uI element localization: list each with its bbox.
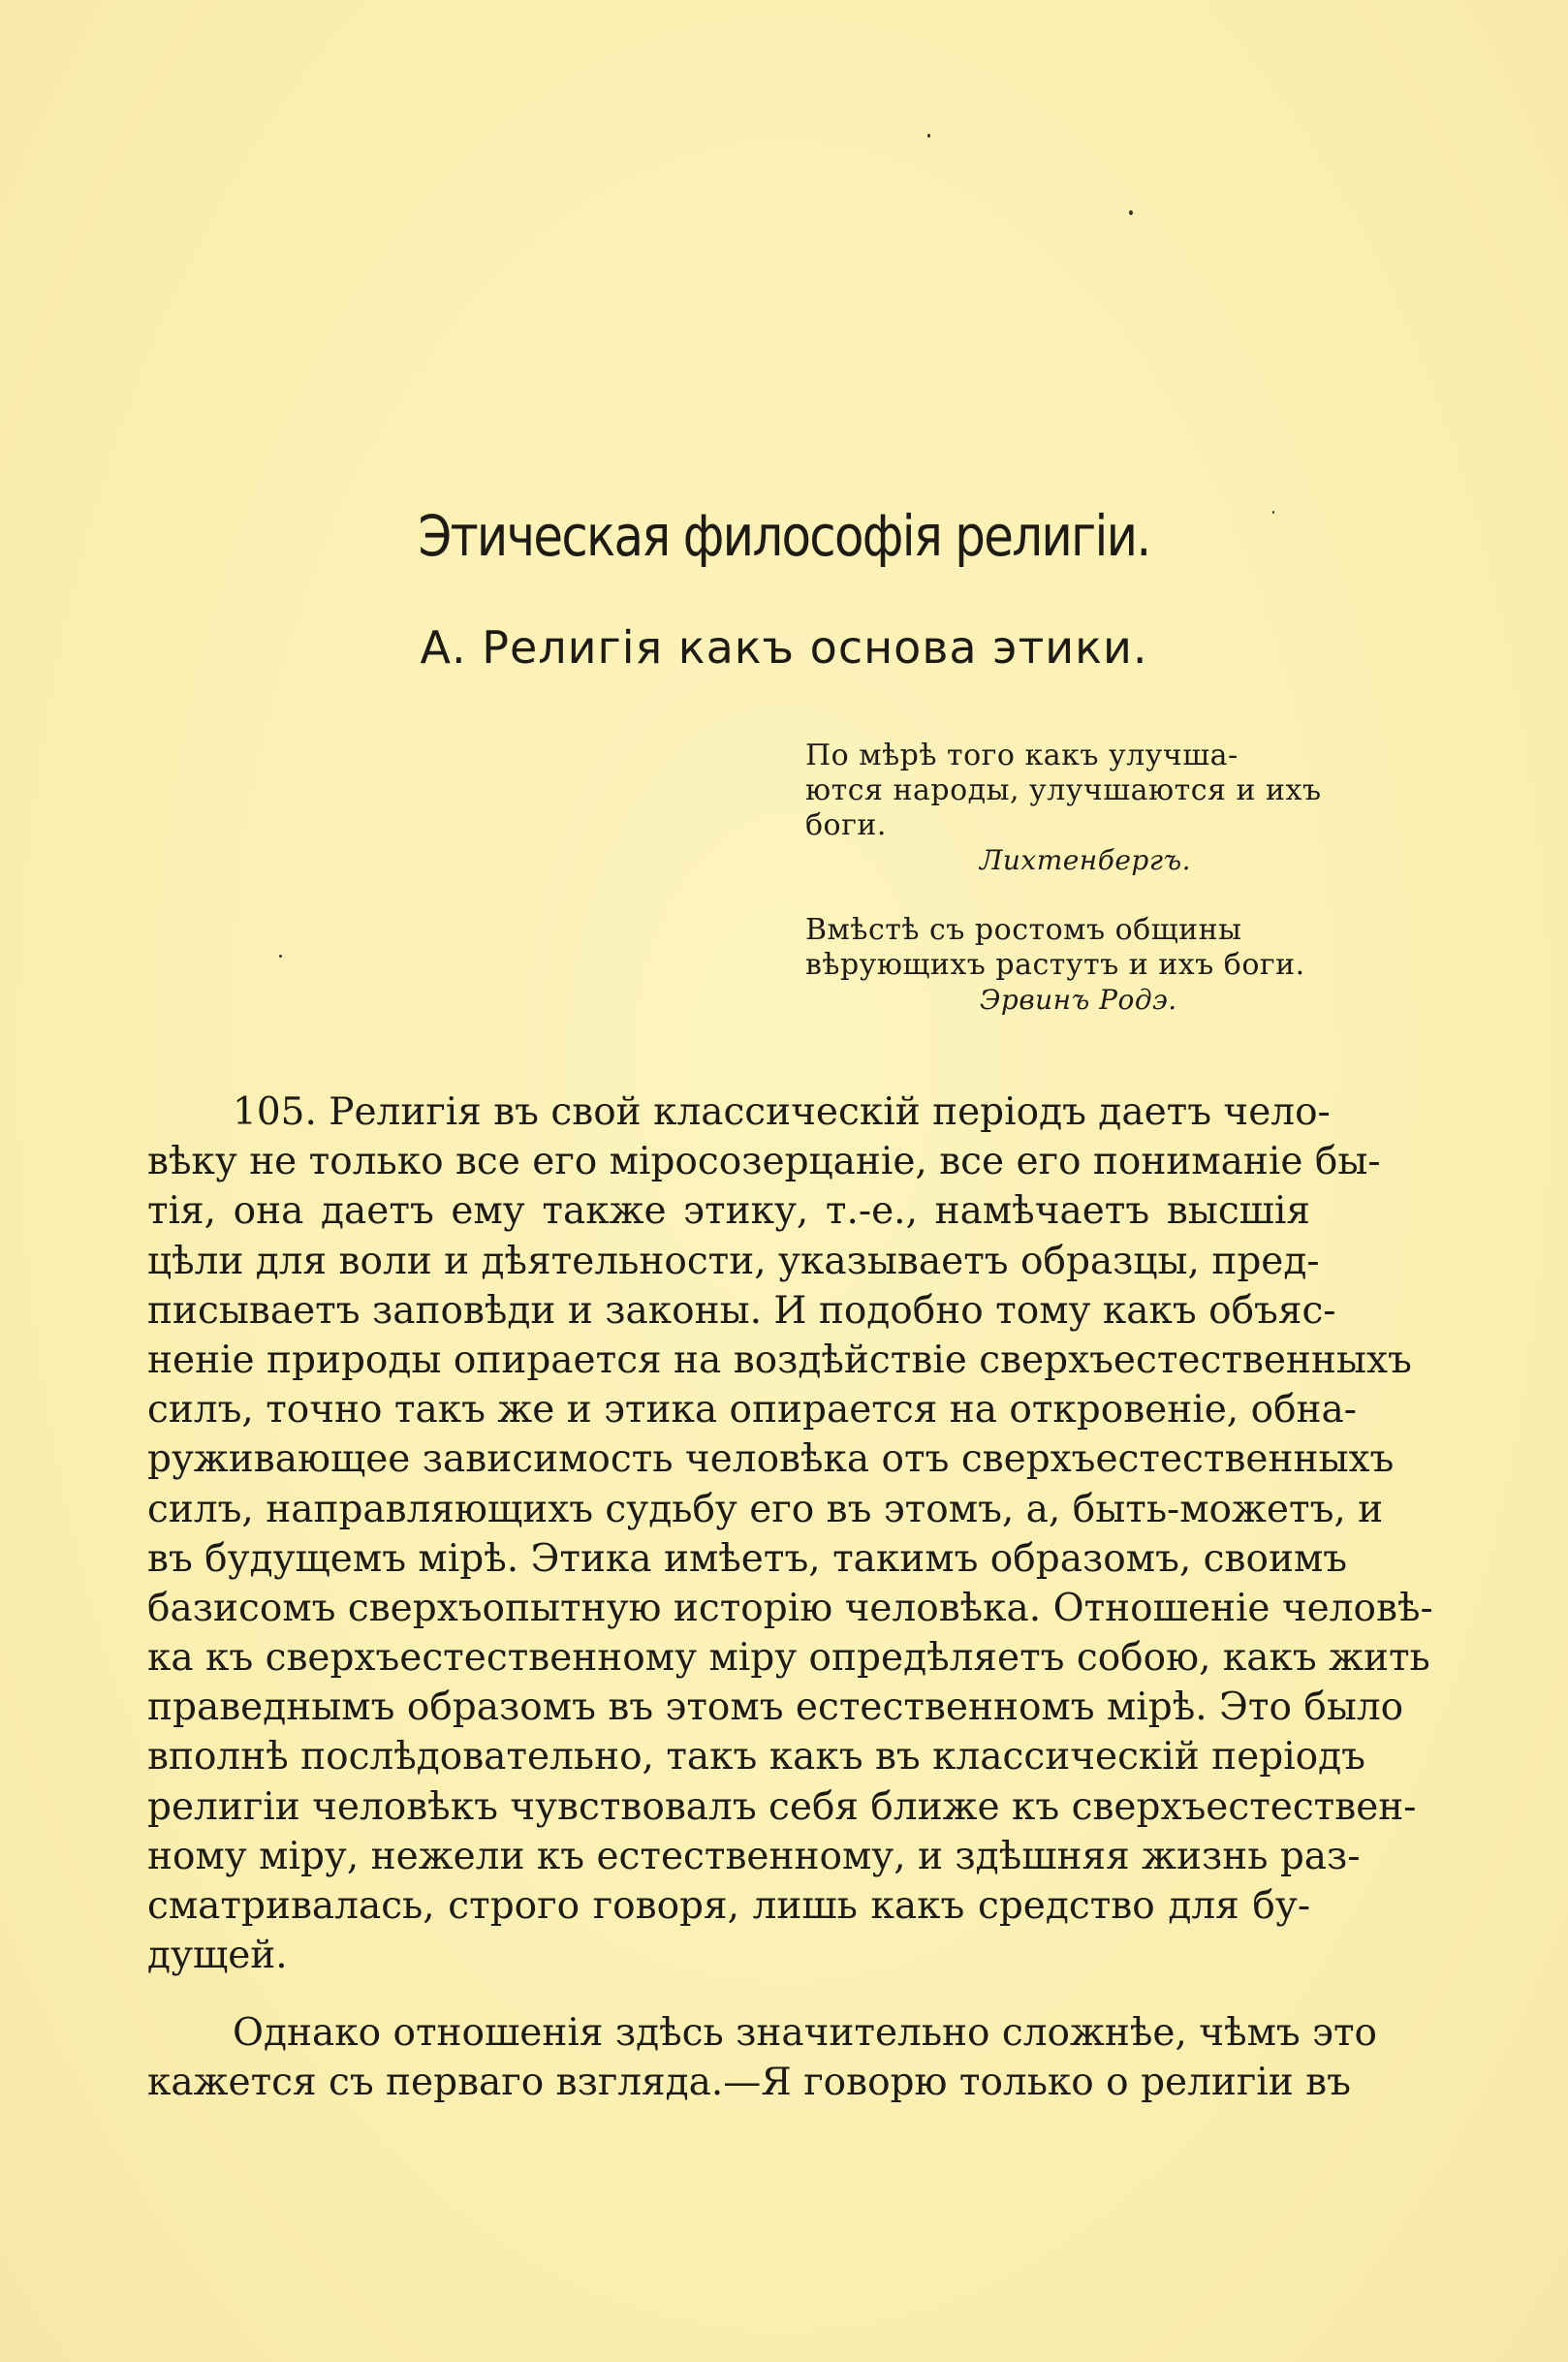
text-line: цѣли для воли и дѣятельности, указываетъ образцы, пред- [147, 1239, 1320, 1283]
epigraph [805, 739, 1322, 878]
text-line: силъ, точно такъ же и этика опирается на откровеніе, обна- [147, 1388, 1357, 1433]
text-line: базисомъ сверхъопытную исторію человѣка. Отношеніе человѣ- [147, 1586, 1433, 1630]
epigraph-author: Лихтенбергъ. [980, 844, 1192, 876]
text-line: кажется съ перваго взгляда.—Я говорю только о религіи въ [147, 2061, 1351, 2105]
epigraph-line: вѣрующихъ растутъ и ихъ боги. [805, 948, 1305, 982]
text-line: сматривалась, строго говоря, лишь какъ средство для бу- [147, 1884, 1310, 1928]
text-line: религіи человѣкъ чувствовалъ себя ближе къ сверхъестествен- [147, 1784, 1417, 1829]
text-line: праведнымъ образомъ въ этомъ естественномъ мірѣ. Это было [147, 1685, 1404, 1730]
text-line: ка къ сверхъестественному міру опредѣляетъ собою, какъ жить [147, 1636, 1430, 1681]
section-subtitle: А. Религія какъ основа этики. [420, 621, 1148, 674]
text-line: руживающее зависимость человѣка отъ сверхъестественныхъ [147, 1437, 1395, 1482]
text-line: Однако отношенія здѣсь значительно сложнѣе, чѣмъ это [233, 2011, 1378, 2055]
text-line: 105. Религія въ свой классическій періодъ даетъ чело- [233, 1090, 1331, 1134]
paragraph [147, 1087, 1433, 1980]
epigraph-line: Вмѣстѣ съ ростомъ общины [805, 913, 1242, 947]
paragraph [147, 2008, 1378, 2107]
page-speck [927, 134, 930, 138]
text-line: неніе природы опирается на воздѣйствіе сверхъестественныхъ [147, 1338, 1412, 1382]
page-speck [1129, 210, 1133, 215]
text-line: дущей. [147, 1934, 288, 1978]
text-line: вполнѣ послѣдовательно, такъ какъ въ классическій періодъ [147, 1735, 1365, 1779]
text-line: писываетъ заповѣди и законы. И подобно тому какъ объяс- [147, 1288, 1336, 1333]
text-line: тія, она даетъ ему также этику, т.-е., намѣчаетъ высшія [147, 1189, 1310, 1234]
chapter-title: Этическая философія религіи. [418, 503, 1150, 569]
epigraph [805, 913, 1309, 1018]
epigraph-author: Эрвинъ Родэ. [980, 984, 1177, 1016]
epigraph-line: ются народы, улучшаются и ихъ [805, 773, 1322, 807]
text-line: въ будущемъ мірѣ. Этика имѣетъ, такимъ образомъ, своимъ [147, 1536, 1348, 1581]
epigraph-line: По мѣрѣ того какъ улучша- [805, 739, 1239, 772]
text-line: ному міру, нежели къ естественному, и здѣшняя жизнь раз- [147, 1834, 1361, 1878]
epigraph-line: боги. [805, 808, 887, 842]
text-line: силъ, направляющихъ судьбу его въ этомъ, а, быть-можетъ, и [147, 1487, 1384, 1531]
page-speck [279, 955, 282, 958]
text-line: вѣку не только все его міросозерцаніе, все его пониманіе бы- [147, 1140, 1381, 1184]
